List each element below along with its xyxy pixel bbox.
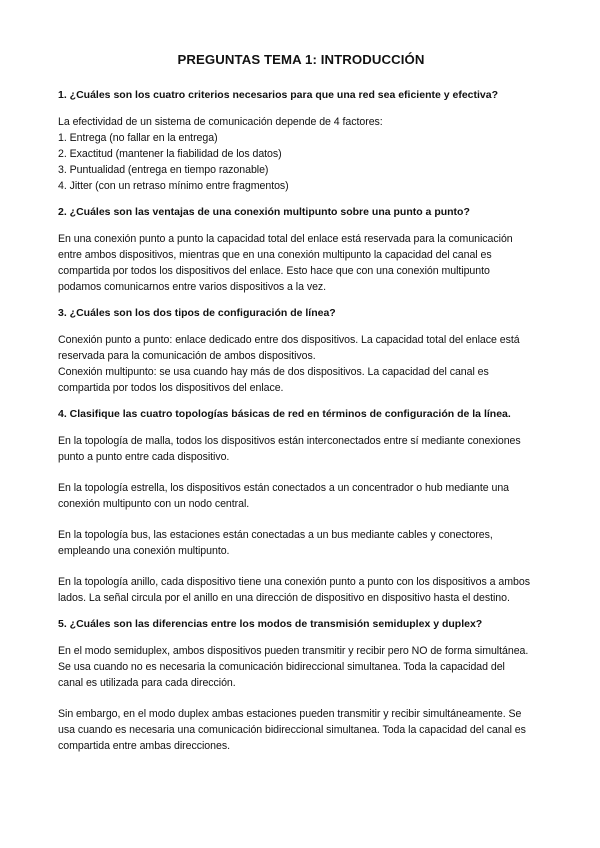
answer-line: En la topología de malla, todos los dispositivos están interconectados entre sí mediante conexiones <box>58 435 521 447</box>
answer-5-semiduplex <box>58 643 544 691</box>
answer-line: En la topología estrella, los dispositivos están conectados a un concentrador o hub mediante una <box>58 482 510 494</box>
question-3: 3. ¿Cuáles son los dos tipos de configuración de línea? <box>58 307 336 319</box>
answer-line: punto a punto entre cada dispositivo. <box>58 451 230 463</box>
answer-5-duplex <box>58 706 544 754</box>
answer-line: La efectividad de un sistema de comunicación depende de 4 factores: <box>58 116 383 128</box>
answer-4-ring <box>58 574 544 606</box>
answer-line: canal es utilizada para cada dirección. <box>58 677 236 689</box>
question-1: 1. ¿Cuáles son los cuatro criterios necesarios para que una red sea eficiente y efectiva? <box>58 89 499 101</box>
answer-line: Sin embargo, en el modo duplex ambas estaciones pueden transmitir y recibir simultáneamente. Se <box>58 708 522 720</box>
answer-line: 4. Jitter (con un retraso mínimo entre fragmentos) <box>58 180 289 192</box>
answer-3 <box>58 332 544 396</box>
answer-line: En la topología anillo, cada dispositivo tiene una conexión punto a punto con los dispositivos a ambos <box>58 576 530 588</box>
answer-line: usa cuando es necesaria una comunicación bidireccional simultanea. Toda la capacidad del canal es <box>58 724 526 736</box>
question-2: 2. ¿Cuáles son las ventajas de una conexión multipunto sobre una punto a punto? <box>58 206 470 218</box>
answer-line: Se usa cuando no es necesaria la comunicación bidireccional simultanea. Toda la capacidad del <box>58 661 505 673</box>
answer-1 <box>58 114 544 194</box>
answer-4-bus <box>58 527 544 559</box>
answer-4-mesh <box>58 433 544 465</box>
answer-line: En una conexión punto a punto la capacidad total del enlace está reservada para la comunicación <box>58 233 513 245</box>
answer-line: 2. Exactitud (mantener la fiabilidad de los datos) <box>58 148 282 160</box>
answer-line: reservada para la comunicación de ambos dispositivos. <box>58 350 316 362</box>
answer-line: Conexión punto a punto: enlace dedicado entre dos dispositivos. La capacidad total del enlace está <box>58 334 520 346</box>
answer-line: 1. Entrega (no fallar en la entrega) <box>58 132 218 144</box>
answer-line: conexión multipunto con un nodo central. <box>58 498 250 510</box>
answer-line: En el modo semiduplex, ambos dispositivos pueden transmitir y recibir pero NO de forma simultánea. <box>58 645 529 657</box>
answer-line: empleando una conexión multipunto. <box>58 545 230 557</box>
answer-line: Conexión multipunto: se usa cuando hay más de dos dispositivos. La capacidad del canal es <box>58 366 489 378</box>
answer-line: compartida por todos los dispositivos del enlace. Esto hace que con una conexión multipunto <box>58 265 490 277</box>
answer-2 <box>58 231 544 295</box>
answer-line: compartida entre ambas direcciones. <box>58 740 230 752</box>
answer-4-star <box>58 480 544 512</box>
question-5: 5. ¿Cuáles son las diferencias entre los modos de transmisión semiduplex y duplex? <box>58 618 483 630</box>
answer-line: En la topología bus, las estaciones están conectadas a un bus mediante cables y conectores, <box>58 529 493 541</box>
answer-line: entre ambos dispositivos, mientras que en una conexión multipunto la capacidad del canal es <box>58 249 492 261</box>
question-4: 4. Clasifique las cuatro topologías básicas de red en términos de configuración de la línea. <box>58 408 511 420</box>
answer-line: compartida por todos los dispositivos del enlace. <box>58 382 284 394</box>
answer-line: podamos comunicarnos entre varios dispositivos a la vez. <box>58 281 327 293</box>
answer-line: 3. Puntualidad (entrega en tiempo razonable) <box>58 164 269 176</box>
page-title: PREGUNTAS TEMA 1: INTRODUCCIÓN <box>177 52 425 67</box>
answer-line: lados. La señal circula por el anillo en una dirección de dispositivo en dispositivo hasta el destino. <box>58 592 510 604</box>
